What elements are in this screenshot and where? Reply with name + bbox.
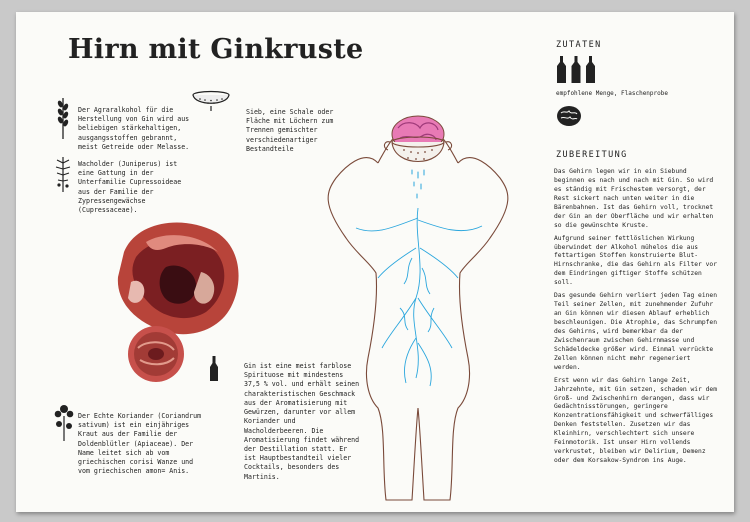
sieve-icon bbox=[190, 90, 232, 112]
koriander-note: Der Echte Koriander (Coriandrum sativum) ist ein einjähriges Kraut aus der Familie der Doldenblütler (Apiaceae). Der Name leitet sich ab vom griechischen corisi Wanze und vom griechischen amon= Anis. bbox=[78, 412, 202, 476]
page-title: Hirn mit Ginkruste bbox=[68, 34, 364, 65]
brain-collage-image bbox=[106, 212, 246, 390]
zutaten-heading: ZUTATEN bbox=[556, 40, 602, 50]
zubereitung-paragraph: Das Gehirn legen wir in ein Siebund beginnen es nach und nach mit Gin. So wird es ständig mit Frischestem versorgt, der Rest sickert nach unten weiter in die Bärenbahnen. Ist das Gehirn voll, trocknet der Gin an der Oberfläche und wir erhalten so die gewünschte Kruste. bbox=[554, 168, 714, 229]
gin-bottle-icon bbox=[209, 356, 219, 382]
zubereitung-paragraph: Erst wenn wir das Gehirn lange Zeit, Jahrzehnte, mit Gin setzen, schaden wir dem Groß- und Zwischenhirn derangen, dass wir Gedächtnisstörungen, geringere Konzentrationsfähigkeit und schwerfälliges Denken feststellen. Zusetzen wir das Kleinhirn, verschlechtert sich unsere Feinmotorik. Ist unser Hirn vollends verkrustet, bleiben wir Delirium, Demenz oder dem Korsakow-Syndrom ins Auge. bbox=[554, 376, 718, 465]
zutaten-note: empfohlene Menge, Flaschenprobe bbox=[556, 90, 668, 97]
gin-note: Gin ist eine meist farblose Spirituose mit mindestens 37,5 % vol. und erhält seinen charakteristischen Geschmack aus der Aromatisierung mit Gewürzen, darunter vor allem Koriander und Wacholderbeeren. Die Aromatisierung findet während der Destillation statt. Er ist Hauptbestandteil vieler Cocktails, besonders des Martinis. bbox=[244, 362, 360, 481]
zubereitung-heading: ZUBEREITUNG bbox=[556, 150, 628, 160]
wheat-icon bbox=[56, 96, 70, 140]
coriander-icon bbox=[54, 402, 74, 442]
wacholder-note: Wacholder (Juniperus) ist eine Gattung in der Unterfamilie Cupressoideae aus der Familie der Zypressengewächse (Cupressaceae). bbox=[78, 160, 182, 215]
recipe-page bbox=[16, 12, 734, 512]
zubereitung-paragraph: Aufgrund seiner fettlöslichen Wirkung überwindet der Alkohol mühelos die aus fettartigen Stoffen konstruierte Blut-Hirnschranke, die das Gehirn als Filter vor dem Eindringen giftiger Stoffe schützen soll. bbox=[554, 234, 718, 287]
zubereitung-paragraph: Das gesunde Gehirn verliert jeden Tag einen Teil seiner Zellen, mit zunehmender Zufuhr an Gin können wir diesen Ablauf erheblich beschleunigen. Die Atrophie, das Schrumpfen des Gehirns, wird bemerkbar da der Zwischenraum zwischen Gehirnmasse und Schädeldecke größer wird. Einmal verrückte Zellen können nicht mehr regeneriert werden. bbox=[554, 292, 718, 371]
sieb-note: Sieb, eine Schale oder Fläche mit Löchern zum Trennen gemischter verschiedenartiger Bestandteile bbox=[246, 108, 334, 153]
zubereitung-text bbox=[554, 168, 719, 466]
brain-icon bbox=[556, 105, 582, 127]
bottles-icon bbox=[556, 56, 596, 84]
figure-illustration bbox=[316, 108, 521, 508]
agraralkohol-note: Der Agraralkohol für die Herstellung von Gin wird aus beliebigen stärkehaltigen, ausgangsstoffen gebrannt, meist Getreide oder Melasse. bbox=[78, 106, 190, 151]
juniper-icon bbox=[54, 155, 72, 193]
